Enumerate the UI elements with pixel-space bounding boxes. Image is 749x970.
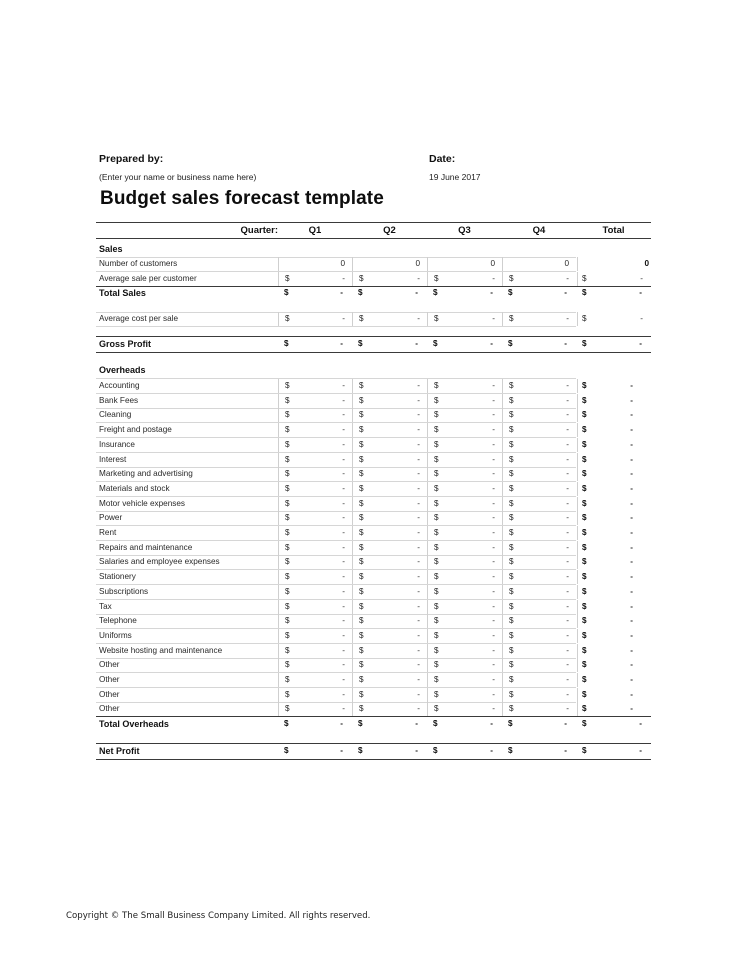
cell-q3[interactable]: $ - [427,482,503,496]
cell-q3[interactable]: 0 [427,257,503,271]
row-overhead [96,629,651,643]
cell-q4: $ - [508,719,567,728]
row-label: Other [99,689,120,699]
row-overhead [96,526,651,540]
row-label: Power [99,513,123,523]
row-overhead [96,408,651,422]
row-label: Insurance [99,439,135,449]
row-average-cost-per-sale [96,312,651,326]
cell-total: $ - [582,601,633,611]
row-overhead [96,673,651,687]
cell-q3[interactable]: $ - [427,467,503,481]
cell-q1[interactable]: $ - [278,585,353,599]
cell-total: $ - [582,572,633,582]
cell-total: $ - [582,469,633,479]
row-overhead [96,614,651,628]
cell-q2: $ - [358,339,418,348]
cell-q4[interactable]: $ - [502,394,578,408]
cell-total: $ - [582,288,642,297]
cell-q2[interactable]: $ - [352,423,428,437]
cell-q2[interactable]: $ - [352,702,428,716]
copyright-notice: Copyright © The Small Business Company Limited. All rights reserved. [66,911,371,921]
cell-total: $ - [582,381,633,390]
cell-q3[interactable]: $ - [427,585,503,599]
cell-q4[interactable]: $ - [502,453,578,467]
cell-total: $ - [582,483,633,493]
cell-total: $ - [582,439,633,449]
row-overhead [96,423,651,437]
cell-q4: $ - [508,746,567,755]
cell-q1[interactable]: $ - [278,467,353,481]
cell-q3: $ - [433,339,493,348]
row-overhead [96,379,651,393]
cell-q3[interactable]: $ - [427,614,503,628]
row-overhead [96,438,651,452]
date-label: Date: [429,153,456,165]
cell-q2: $ - [358,288,418,297]
cell-q4[interactable]: $ - [502,600,578,614]
cell-q4[interactable]: $ - [502,379,578,393]
cell-q2[interactable]: $ - [352,497,428,511]
cell-q3[interactable]: $ - [427,453,503,467]
cell-q4[interactable]: $ - [502,688,578,702]
row-overhead [96,585,651,599]
cell-total: $ - [582,689,633,699]
cell-total: $ - [582,542,633,552]
cell-q4[interactable]: $ - [502,644,578,658]
cell-q2: $ - [358,746,418,755]
cell-q4[interactable]: $ - [502,629,578,643]
cell-q1: $ - [284,339,343,348]
cell-q4[interactable]: $ - [502,482,578,496]
cell-q1[interactable]: $ - [278,702,353,716]
row-label: Repairs and maintenance [99,542,193,552]
cell-q3[interactable]: $ - [427,497,503,511]
cell-q4[interactable]: $ - [502,272,578,286]
cell-q3[interactable]: $ - [427,272,503,286]
header-top-rule [96,222,651,223]
cell-q3[interactable]: $ - [427,570,503,584]
cell-q4[interactable]: $ - [502,541,578,555]
cell-q3: $ - [433,719,493,728]
row-overhead [96,453,651,467]
cell-q2[interactable]: $ - [352,312,428,326]
cell-q2[interactable]: $ - [352,394,428,408]
cell-q4[interactable]: $ - [502,408,578,422]
cell-q1[interactable]: $ - [278,658,353,672]
cell-total: $ - [582,314,643,323]
cell-total: $ - [582,704,633,714]
row-label: Average sale per customer [99,274,197,283]
cell-q2: $ - [358,719,418,728]
cell-q2[interactable]: $ - [352,658,428,672]
cell-total: $ - [582,498,633,508]
cell-q2[interactable]: $ - [352,482,428,496]
row-label: Motor vehicle expenses [99,498,186,508]
cell-q1[interactable]: $ - [278,688,353,702]
cell-q2[interactable]: $ - [352,511,428,525]
row-label: Other [99,704,120,714]
row-label: Average cost per sale [99,314,179,323]
row-overhead [96,511,651,525]
cell-q4[interactable]: $ - [502,467,578,481]
column-header-q2: Q2 [383,225,396,236]
cell-q3[interactable]: $ - [427,658,503,672]
row-label: Salaries and employee expenses [99,557,220,567]
cell-total: $ - [582,528,633,537]
cell-q4[interactable]: $ - [502,312,578,326]
cell-q1: $ - [284,746,343,755]
cell-total: $ - [582,630,633,640]
cell-q1[interactable]: $ - [278,312,353,326]
column-header-q1: Q1 [308,225,322,236]
prepared-by-label: Prepared by: [99,153,164,165]
cell-q1[interactable]: $ - [278,526,353,540]
cell-q3[interactable]: $ - [427,541,503,555]
cell-q4[interactable]: $ - [502,658,578,672]
net-profit-top-rule [96,743,651,744]
cell-q4[interactable]: $ - [502,570,578,584]
cell-q3: $ - [433,746,493,755]
cell-q4[interactable]: $ - [502,673,578,687]
page-title: Budget sales forecast template [100,188,384,209]
cell-q3[interactable]: $ - [427,379,503,393]
cell-total: $ - [582,513,633,523]
row-label: Other [99,660,120,670]
row-label: Interest [99,454,127,464]
cell-q2[interactable]: $ - [352,438,428,452]
row-label: Net Profit [99,746,140,756]
cell-q3[interactable]: $ - [427,511,503,525]
section-overheads: Overheads [99,365,146,375]
cell-q1[interactable]: $ - [278,272,353,286]
cell-q4[interactable]: $ - [502,702,578,716]
cell-q1[interactable]: $ - [278,423,353,437]
row-label: Total Overheads [99,719,169,729]
cell-q2[interactable]: $ - [352,453,428,467]
row-label: Total Sales [99,288,146,298]
cell-q1[interactable]: $ - [278,511,353,525]
cell-q2[interactable]: $ - [352,555,428,569]
row-overhead [96,658,651,672]
cell-q3[interactable]: $ - [427,702,503,716]
cell-q1[interactable]: $ - [278,438,353,452]
row-label: Stationery [99,572,136,582]
cell-q4[interactable]: $ - [502,585,578,599]
row-overhead [96,541,651,555]
cell-q2[interactable]: $ - [352,570,428,584]
column-header-total: Total [602,225,625,236]
cell-total: $ - [582,645,633,655]
cell-q1[interactable]: $ - [278,394,353,408]
cell-q4[interactable]: $ - [502,614,578,628]
cell-q2[interactable]: 0 [352,257,428,271]
cell-q2[interactable]: $ - [352,585,428,599]
cell-total: $ - [582,425,633,435]
cell-q1[interactable]: $ - [278,379,353,393]
gross-profit-top-rule [96,336,651,337]
cell-total: $ - [582,616,633,626]
cell-q2[interactable]: $ - [352,688,428,702]
row-average-sale-per-customer [96,272,651,286]
cell-total: 0 [644,259,649,268]
row-label: Tax [99,601,112,611]
cell-q1[interactable]: 0 [278,257,353,271]
cell-q4[interactable]: 0 [502,257,578,271]
cell-q2[interactable]: $ - [352,379,428,393]
cell-q4[interactable]: $ - [502,497,578,511]
cell-q4[interactable]: $ - [502,526,578,540]
section-sales: Sales [99,244,123,254]
cell-q2[interactable]: $ - [352,467,428,481]
cell-q1[interactable]: $ - [278,555,353,569]
cell-q3[interactable]: $ - [427,688,503,702]
row-overhead [96,644,651,658]
header-bottom-rule [96,238,651,239]
row-label: Telephone [99,616,137,626]
cell-q3[interactable]: $ - [427,394,503,408]
cell-q2[interactable]: $ - [352,644,428,658]
column-header-q4: Q4 [532,225,546,236]
cell-q4[interactable]: $ - [502,438,578,452]
cell-q2[interactable]: $ - [352,673,428,687]
cell-total: $ - [582,410,633,420]
row-overhead [96,688,651,702]
cell-q2[interactable]: $ - [352,541,428,555]
row-label: Subscriptions [99,586,149,596]
cell-total: $ - [582,339,642,348]
date-field[interactable]: 19 June 2017 [429,172,481,182]
cell-q1: $ - [284,288,343,297]
row-number-of-customers [96,257,651,271]
row-total-overheads [96,718,651,732]
cell-total: $ - [582,586,633,596]
column-header-q3: Q3 [458,225,471,236]
cell-q1[interactable]: $ - [278,482,353,496]
cell-total: $ - [582,746,642,755]
cell-total: $ - [582,454,633,464]
row-overhead [96,482,651,496]
cell-q1[interactable]: $ - [278,408,353,422]
row-label: Accounting [99,381,140,390]
cell-q3[interactable]: $ - [427,555,503,569]
cell-q2[interactable]: $ - [352,526,428,540]
cell-q3[interactable]: $ - [427,423,503,437]
prepared-by-field[interactable]: (Enter your name or business name here) [99,172,257,182]
cell-q1[interactable]: $ - [278,673,353,687]
cell-q3[interactable]: $ - [427,526,503,540]
row-overhead [96,600,651,614]
cell-q2[interactable]: $ - [352,272,428,286]
row-gross-profit [96,338,651,352]
cell-q2[interactable]: $ - [352,408,428,422]
cell-q2[interactable]: $ - [352,600,428,614]
cell-q1[interactable]: $ - [278,629,353,643]
cell-q4[interactable]: $ - [502,423,578,437]
row-label: Website hosting and maintenance [99,645,223,655]
cell-total: $ - [582,557,633,567]
row-net-profit [96,745,651,759]
cell-q3[interactable]: $ - [427,438,503,452]
cell-q3[interactable]: $ - [427,312,503,326]
row-overhead [96,555,651,569]
cell-q3[interactable]: $ - [427,673,503,687]
cell-q1[interactable]: $ - [278,600,353,614]
cell-q4[interactable]: $ - [502,555,578,569]
row-label: Rent [99,528,117,537]
cell-q4: $ - [508,288,567,297]
row-label: Freight and postage [99,425,172,435]
row-label: Other [99,675,120,684]
gross-profit-bottom-rule [96,352,651,353]
cell-q3[interactable]: $ - [427,629,503,643]
cell-q4: $ - [508,339,567,348]
cell-q3: $ - [433,288,493,297]
cell-total: $ - [582,719,642,728]
total-overheads-top-rule [96,716,651,717]
cell-q1[interactable]: $ - [278,614,353,628]
row-label: Materials and stock [99,483,170,493]
row-label: Uniforms [99,630,132,640]
cell-q4[interactable]: $ - [502,511,578,525]
row-label: Cleaning [99,410,132,420]
row-total-sales [96,287,651,301]
cell-q3[interactable]: $ - [427,408,503,422]
row-overhead [96,702,651,716]
cell-q1[interactable]: $ - [278,644,353,658]
row-label: Number of customers [99,259,178,268]
cell-q1[interactable]: $ - [278,497,353,511]
net-profit-bottom-rule [96,759,651,760]
row-label: Gross Profit [99,339,152,349]
cell-q1: $ - [284,719,343,728]
cell-total: $ - [582,274,643,283]
cell-q1[interactable]: $ - [278,570,353,584]
cell-total: $ - [582,660,633,670]
cell-q1[interactable]: $ - [278,541,353,555]
cell-total: $ - [582,675,633,684]
cell-q3[interactable]: $ - [427,644,503,658]
row-overhead [96,467,651,481]
row-overhead [96,497,651,511]
cell-total: $ - [582,395,633,405]
row-label: Bank Fees [99,395,139,405]
row-overhead [96,394,651,408]
cell-q2[interactable]: $ - [352,614,428,628]
quarter-label: Quarter: [240,225,278,236]
cell-q2[interactable]: $ - [352,629,428,643]
row-overhead [96,570,651,584]
row-label: Marketing and advertising [99,469,193,479]
cell-q3[interactable]: $ - [427,600,503,614]
cell-q1[interactable]: $ - [278,453,353,467]
